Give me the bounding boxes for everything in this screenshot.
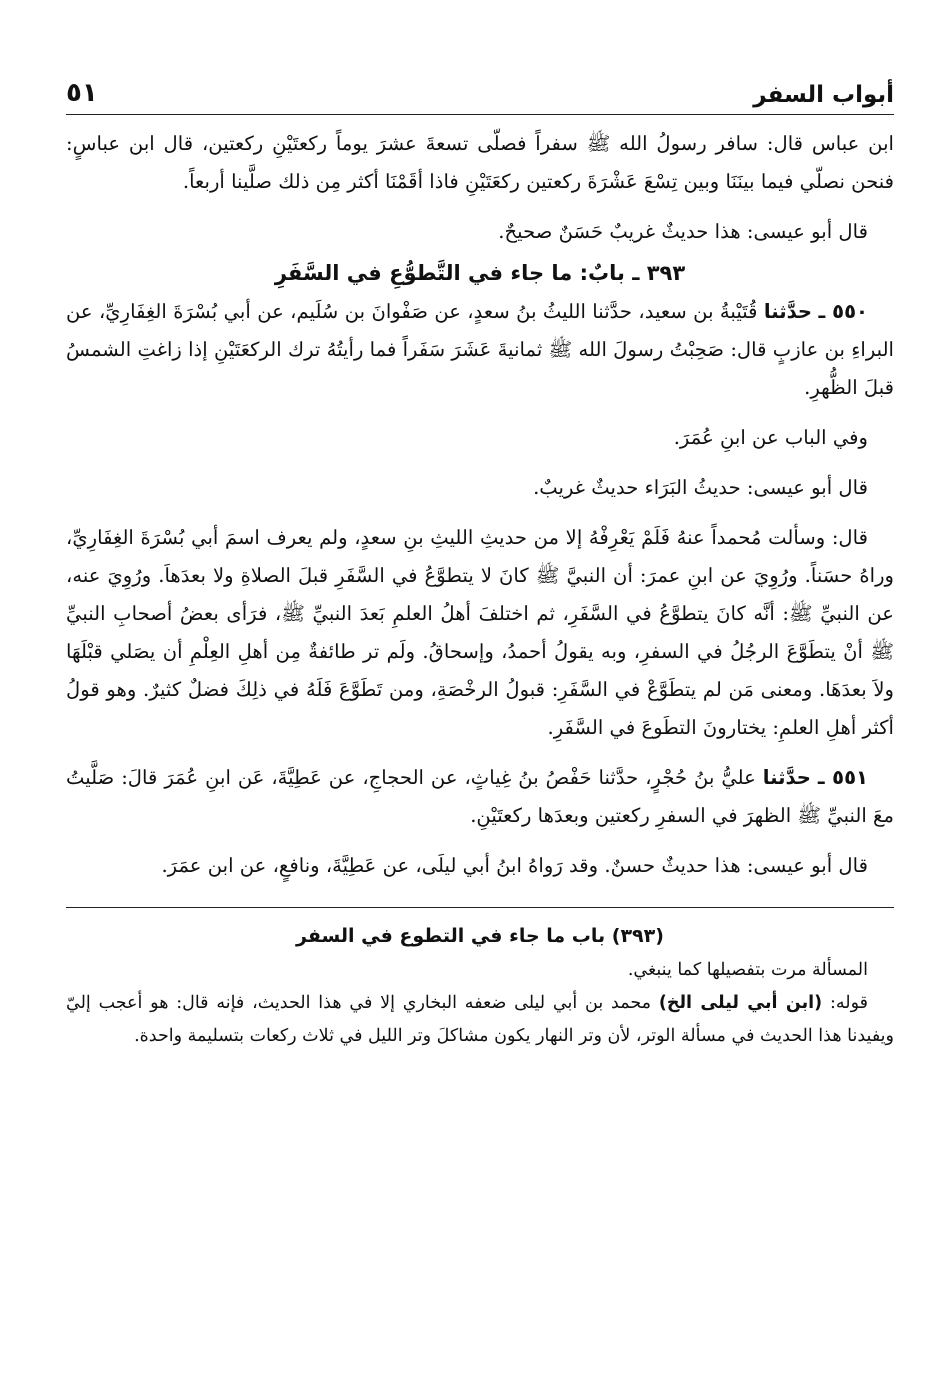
main-text: [66, 125, 894, 885]
paragraph-abu-isa-1: قال أبو عيسى: هذا حديثٌ غريبٌ حَسَنٌ صحيحٌ.: [498, 220, 868, 243]
paragraph-fil-bab: وفي الباب عن ابنِ عُمَرَ.: [673, 426, 868, 449]
commentary-section: [66, 918, 894, 1053]
commentary-paragraph-1: المسألة مرت بتفصيلها كما ينبغي.: [627, 960, 868, 980]
chapter-heading-393: ٣٩٣ ـ بابٌ: ما جاء في التَّطوُّعِ في السَّفَرِ: [274, 261, 686, 285]
paragraph-abu-isa-3: قال أبو عيسى: هذا حديثٌ حسنٌ. وقد رَواهُ ابنُ أبي ليلَى، عن عَطِيَّةَ، ونافعٍ، عن ابن عمَرَ.: [161, 854, 868, 877]
hadith-551: [66, 759, 894, 835]
hadith-number-550: ٥٥٠ ـ: [818, 300, 868, 323]
commentary-text: محمد بن أبي ليلى ضعفه البخاري إلا في هذا الحديث، فإنه قال: هو أعجب إليّ ويفيدنا هذا الحديث في مسألة الوتر، لأن وتر النهار يكون مشاكلَ وتر الليل في ثلاث ركعات بتسليمة واحدة.: [66, 993, 894, 1046]
haddathana-550: حدَّثنا: [763, 300, 813, 323]
footnote-separator: [66, 907, 894, 908]
commentary-quote: (ابن أبي ليلى الخ): [658, 993, 823, 1013]
hadith-text-550: قُتَيْبةُ بن سعيد، حدَّثنا الليثُ بنُ سعدٍ، عن صَفْوانَ بن سُلَيم، عن أبي بُسْرَةَ الغِفَارِيِّ، عن البراءِ بن عازبٍ قال: صَحِبْتُ رسولَ الله ﷺ ثمانيةَ عَشَرَ سَفَراً فما رأيتُهُ ترك الركعَتَيْنِ إذا زاغتِ الشمسُ قبلَ الظُّهرِ.: [66, 300, 894, 399]
commentary-heading: (٣٩٣) باب ما جاء في التطوع في السفر: [296, 925, 664, 947]
paragraph-abu-isa-2: قال أبو عيسى: حديثُ البَرَاء حديثٌ غريبٌ.: [533, 476, 868, 499]
haddathana-551: حدَّثنا: [762, 766, 811, 789]
running-title: أبواب السفر: [753, 82, 894, 108]
paragraph-ibn-abbas: ابن عباس قال: سافر رسولُ الله ﷺ سفراً فصلّى تسعةَ عشرَ يوماً ركعتَيْنِ ركعتين، قال ابن عباسٍ: فنحن نصلّي فيما بينَنَا وبين تِسْعَ عَشْرَةَ ركعتين ركعَتَيْنِ فاذا أقَمْنَا أكثر مِن ذلك صلَّينا أربعاً.: [66, 132, 894, 193]
hadith-550: [66, 293, 894, 407]
hadith-number-551: ٥٥١ ـ: [817, 766, 868, 789]
paragraph-discussion: قال: وسألت مُحمداً عنهُ فَلَمْ يَعْرِفْهُ إلا من حديثِ الليثِ بنِ سعدٍ، ولم يعرف اسمَ أبي بُسْرَةَ الغِفَارِيِّ، وراهُ حسَناً. ورُوِيَ عن ابنِ عمرَ: أن النبيَّ ﷺ كانَ لا يتطوَّعُ في السَّفَرِ قبلَ الصلاةِ ولا بعدَهاَ. ورُوِيَ عنه، عن النبيِّ ﷺ: أنَّه كانَ يتطوَّعُ في السَّفَرِ، ثم اختلفَ أهلُ العلمِ بَعدَ النبيِّ ﷺ، فرَأى بعضُ أصحابِ النبيِّ ﷺ أنْ يتطَوَّعَ الرجُلُ في السفرِ، وبه يقولُ أحمدُ، وإسحاقُ. ولَم تر طائفةٌ مِن أهلِ العِلْمِ أن يصَلي قبْلَهَا ولاَ بعدَهَا. ومعنى مَن لم يتطَوَّعْ في السَّفَرِ: قبولُ الرخْصَةِ، ومن تَطَوَّعَ فَلَهُ في ذلِكَ فضلٌ كثيرٌ. وهو قولُ أكثر أهلِ العلمِ: يختارونَ التطَوعَ في السَّفَرِ.: [66, 526, 894, 739]
hadith-text-551: عليُّ بنُ حُجْرٍ، حدَّثنا حَفْصُ بنُ غِياثٍ، عن الحجاجِ، عن عَطِيَّةَ، عَن ابنِ عُمَرَ قالَ: صَلَّيتُ معَ النبيِّ ﷺ الظهرَ في السفرِ ركعتين وبعدَها ركعتَيْنِ.: [66, 766, 894, 827]
commentary-paragraph-2: [66, 987, 894, 1053]
page-header: [66, 58, 894, 115]
page-number: ٥١: [66, 78, 98, 108]
commentary-prefix: قوله:: [822, 993, 868, 1013]
book-page: [66, 58, 894, 1053]
